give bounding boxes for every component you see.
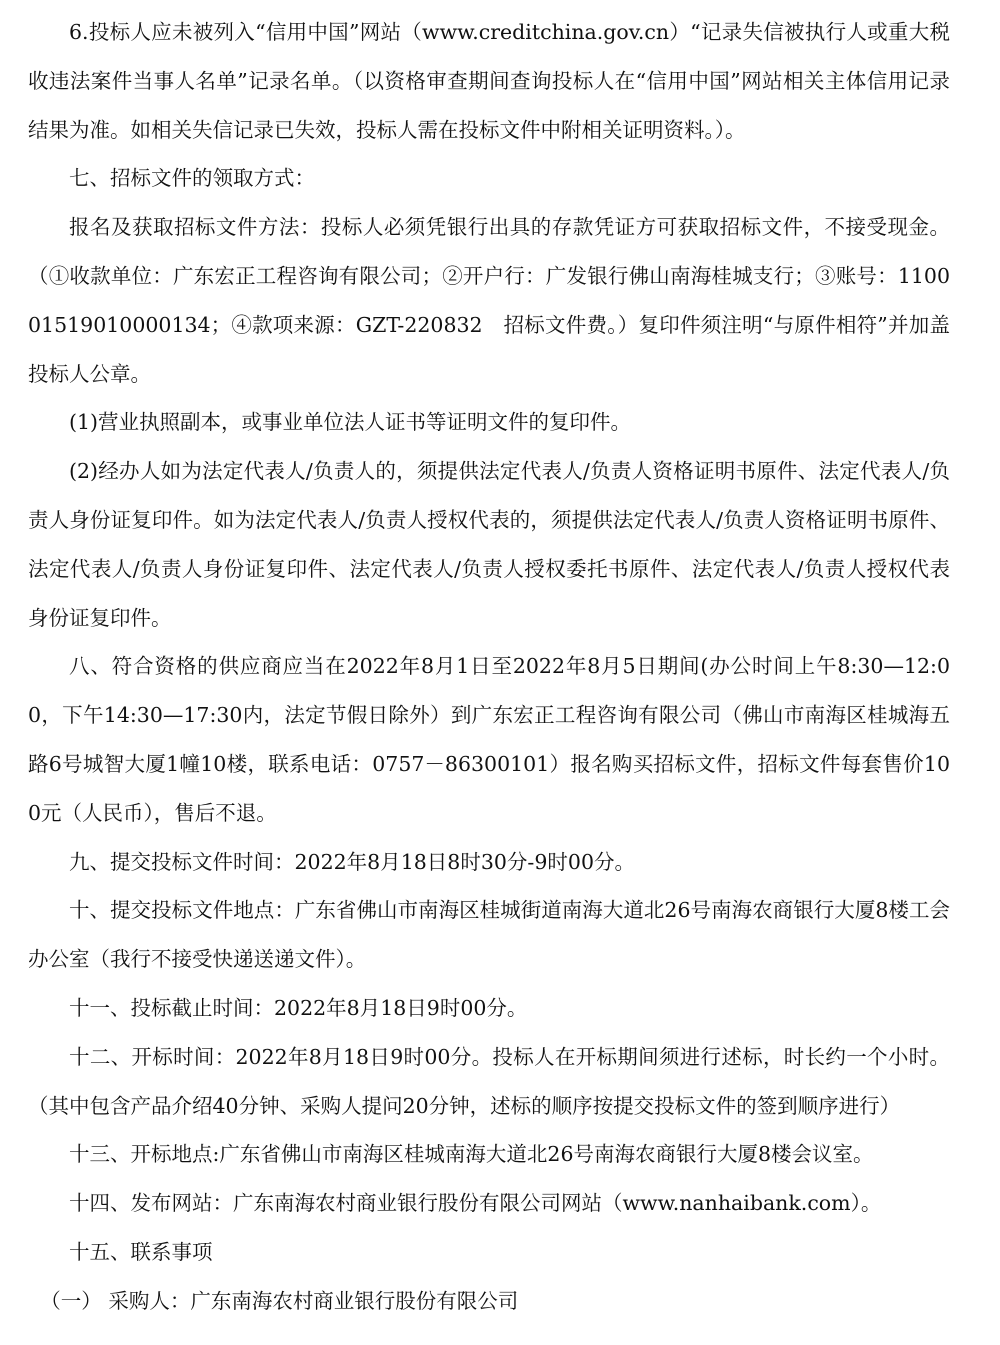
paragraph-section-11: 十一、投标截止时间：2022年8月18日9时00分。 xyxy=(69,995,528,1020)
paragraph-item-1: (1)营业执照副本，或事业单位法人证书等证明文件的复印件。 xyxy=(69,410,632,435)
paragraph-purchaser: （一） 采购人：广东南海农村商业银行股份有限公司 xyxy=(40,1288,519,1313)
paragraph-credit-requirement: 6.投标人应未被列入“信用中国”网站（www.creditchina.gov.cn）“记录失信被执行人或重大税收违法案件当事人名单”记录名单。（以资格审查期间查询投标人在“信用中国”网站相关主体信用记录结果为准。如相关失信记录已失效，投标人需在投标文件中附相关证明资料。）。 xyxy=(28,20,950,142)
paragraph-item-2: (2)经办人如为法定代表人/负责人的，须提供法定代表人/负责人资格证明书原件、法定代表人/负责人身份证复印件。如为法定代表人/负责人授权代表的，须提供法定代表人/负责人资格证明书原件、法定代表人/负责人身份证复印件、法定代表人/负责人授权委托书原件、法定代表人/负责人授权代表身份证复印件。 xyxy=(28,459,950,630)
heading-section-15: 十五、联系事项 xyxy=(69,1239,213,1264)
paragraph-obtain-method: 报名及获取招标文件方法：投标人必须凭银行出具的存款凭证方可获取招标文件，不接受现金。（①收款单位：广东宏正工程咨询有限公司；②开户行：广发银行佛山南海桂城支行；③账号：110001519010000134；④款项来源：GZT-220832 招标文件费。）复印件须注明“与原件相符”并加盖投标人公章。 xyxy=(28,215,950,386)
paragraph-section-13: 十三、开标地点:广东省佛山市南海区桂城南海大道北26号南海农商银行大厦8楼会议室。 xyxy=(69,1142,874,1167)
paragraph-section-12: 十二、开标时间：2022年8月18日9时00分。投标人在开标期间须进行述标，时长约一个小时。（其中包含产品介绍40分钟、采购人提问20分钟，述标的顺序按提交投标文件的签到顺序进行） xyxy=(28,1044,950,1118)
paragraph-section-8: 八、符合资格的供应商应当在2022年8月1日至2022年8月5日期间(办公时间上午8:30—12:00，下午14:30—17:30内，法定节假日除外）到广东宏正工程咨询有限公司（佛山市南海区桂城海五路6号城智大厦1幢10楼，联系电话：0757－86300101）报名购买招标文件，招标文件每套售价100元（人民币），售后不退。 xyxy=(28,654,950,825)
paragraph-section-10: 十、提交投标文件地点：广东省佛山市南海区桂城街道南海大道北26号南海农商银行大厦8楼工会办公室（我行不接受快递送递文件）。 xyxy=(28,898,950,972)
document-page xyxy=(28,8,950,1326)
heading-section-7: 七、招标文件的领取方式： xyxy=(69,166,315,191)
paragraph-section-9: 九、提交投标文件时间：2022年8月18日8时30分-9时00分。 xyxy=(69,849,635,874)
paragraph-section-14: 十四、发布网站：广东南海农村商业银行股份有限公司网站（www.nanhaibank.com）。 xyxy=(69,1191,882,1216)
